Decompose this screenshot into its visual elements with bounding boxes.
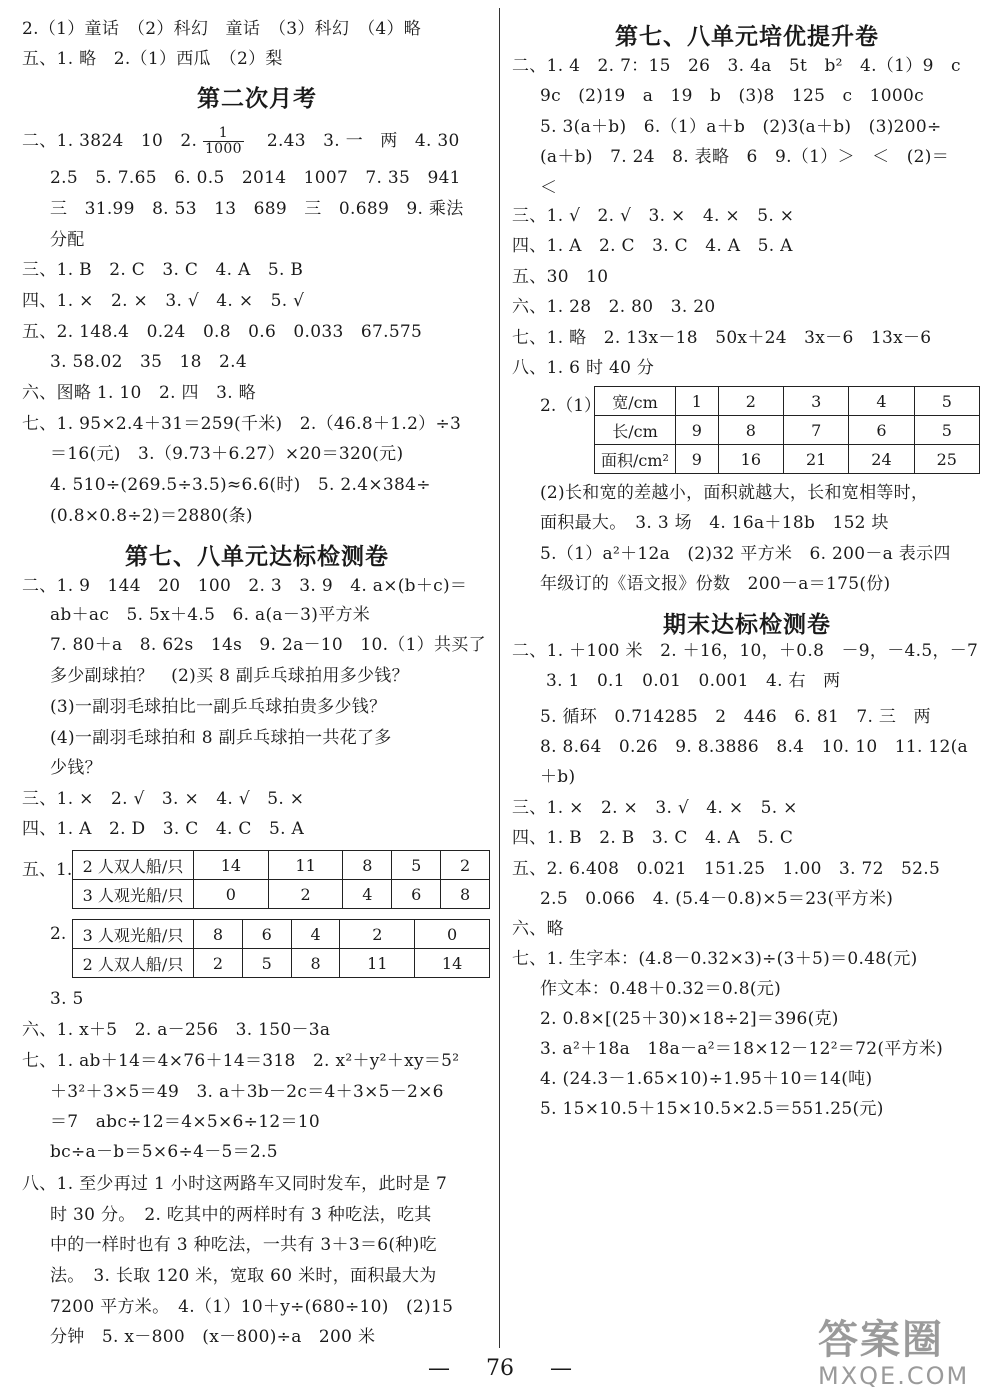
answer-line: bc÷a－b＝5×6÷4－5＝2.5 <box>50 1142 278 1162</box>
answer-line: 多少副球拍？ (2)买 8 副乒乓球拍用多少钱？ <box>50 666 409 686</box>
table-label: 五、1. <box>22 860 73 880</box>
table-label: 2. <box>50 924 67 944</box>
answer-line: 5. 3(a＋b) 6.（1）a＋b (2)3(a＋b) (3)200÷ <box>540 117 942 137</box>
table-row: 2 人双人船/只 14 11 8 5 2 <box>73 851 490 880</box>
answer-line: 3. 58.02 35 18 2.4 <box>50 352 247 372</box>
answer-line: 二、1. 4 2. 7：15 26 3. 4a 5t b² 4.（1）9 c <box>512 56 961 76</box>
answer-line: 二、1. 9 144 20 100 2. 3 3. 9 4. a×(b＋c)＝ <box>22 576 468 596</box>
answer-line: 六、1. x＋5 2. a－256 3. 150－3a <box>22 1020 331 1040</box>
answer-line: 三、1. √ 2. √ 3. × 4. × 5. × <box>512 206 795 226</box>
answer-line: 四、1. A 2. C 3. C 4. A 5. A <box>512 236 793 256</box>
answer-line: ab＋ac 5. 5x＋4.5 6. a(a－3)平方米 <box>50 605 371 625</box>
answer-line: 中的一样时也有 3 种吃法，一共有 3＋3＝6(种)吃 <box>50 1235 437 1255</box>
answer-line: ＋3²＋3×5＝49 3. a＋3b－2c＝4＋3×5－2×6 <box>50 1082 444 1102</box>
answer-line: 四、1. A 2. D 3. C 4. C 5. A <box>22 819 305 839</box>
answer-line: (4)一副羽毛球拍和 8 副乒乓球拍一共花了多 <box>50 728 392 748</box>
answer-line: 7200 平方米。 4.（1）10＋y÷(680÷10) (2)15 <box>50 1297 454 1317</box>
section-title: 期末达标检测卷 <box>663 612 831 638</box>
answer-line: 7. 80＋a 8. 62s 14s 9. 2a－10 10.（1）共买了 <box>50 635 486 655</box>
answer-line: 分钟 5. x－800 (x－800)÷a 200 米 <box>50 1327 376 1347</box>
table-row: 3 人观光船/只 8 6 4 2 0 <box>73 920 490 949</box>
answer-line: 9c (2)19 a 19 b (3)8 125 c 1000c <box>540 86 924 106</box>
answer-line: 3. a²＋18a 18a－a²＝18×12－12²＝72(平方米) <box>540 1039 944 1059</box>
answer-line: 六、图略 1. 10 2. 四 3. 略 <box>22 383 256 403</box>
answer-line: 面积最大。 3. 3 场 4. 16a＋18b 152 块 <box>540 513 889 533</box>
page-number-value: 76 <box>486 1356 514 1381</box>
section-title: 第二次月考 <box>197 86 317 112</box>
answer-line: 七、1. 生字本：(4.8－0.32×3)÷(3＋5)＝0.48(元) <box>512 949 918 969</box>
answer-line: 三、1. × 2. × 3. √ 4. × 5. × <box>512 798 798 818</box>
table-label: 2.（1） <box>540 396 602 416</box>
area-table <box>594 386 980 474</box>
answer-line: 五、1. 略 2.（1）西瓜 （2）梨 <box>22 49 283 69</box>
answer-line: 4. (24.3－1.65×10)÷1.95＋10＝14(吨) <box>540 1069 873 1089</box>
answer-line: 三 31.99 8. 53 13 689 三 0.689 9. 乘法 <box>50 199 464 219</box>
answer-line: 三、1. B 2. C 3. C 4. A 5. B <box>22 260 304 280</box>
answer-line: 二、1. 3824 10 2. $\frac{1}{1000}$ 2.43 3. 一 两 4. 30 <box>22 125 460 157</box>
answer-line: (3)一副羽毛球拍比一副乒乓球拍贵多少钱？ <box>50 697 387 717</box>
answer-line: 八、1. 至少再过 1 小时这两路车又同时发车，此时是 7 <box>22 1174 448 1194</box>
answer-line: 2.5 5. 7.65 6. 0.5 2014 1007 7. 35 941 <box>50 168 461 188</box>
answer-line: 三、1. × 2. √ 3. × 4. √ 5. × <box>22 789 305 809</box>
boat-table-1 <box>72 850 490 909</box>
section-title: 第七、八单元达标检测卷 <box>125 544 389 570</box>
answer-line: 七、1. 略 2. 13x－18 50x＋24 3x－6 13x－6 <box>512 328 932 348</box>
answer-line: 2. 0.8×[(25＋30)×18÷2]＝396(克) <box>540 1009 839 1029</box>
answer-line: 5. 循环 0.7̇14285̇ 2 446 6. 81 7. 三 两 <box>540 707 931 727</box>
answer-line: 3. 1 0.1 0.01 0.001 4. 右 两 <box>546 671 841 691</box>
answer-line: 2.（1）童话 （2）科幻 童话 （3）科幻 （4）略 <box>22 19 422 39</box>
table-row: 3 人观光船/只 0 2 4 6 8 <box>73 880 490 909</box>
answer-line: 2.5 0.066 4. (5.4－0.8)×5＝23(平方米) <box>540 889 894 909</box>
answer-line: ＝16(元) 3.（9.73＋6.27）×20＝320(元) <box>50 444 404 464</box>
answer-line: 五、30 10 <box>512 267 609 287</box>
answer-line: 4. 510÷(269.5÷3.5)≈6.6(时) 5. 2.4×384÷ <box>50 475 431 495</box>
answer-line: 5. 15×10.5＋15×10.5×2.5＝551.25(元) <box>540 1099 884 1119</box>
answer-line: 时 30 分。 2. 吃其中的两样时有 3 种吃法，吃其 <box>50 1205 432 1225</box>
fraction: $\frac{1}{1000}$ <box>204 125 242 157</box>
answer-line: 五、2. 148.4 0.24 0.8 0.6 0.033 67.575 <box>22 322 423 342</box>
answer-line: 少钱？ <box>50 758 102 778</box>
answer-line: 四、1. B 2. B 3. C 4. A 5. C <box>512 828 794 848</box>
table-row: 宽/cm 1 2 3 4 5 <box>595 387 980 416</box>
answer-line: 五、2. 6.408 0.021 151.25 1.00 3. 72 52.5 <box>512 859 941 879</box>
table-row: 2 人双人船/只 2 5 8 11 14 <box>73 949 490 978</box>
answer-line: ＜ <box>540 178 558 198</box>
answer-line: 六、1. 28 2. 80 3. 20 <box>512 297 716 317</box>
answer-line: 四、1. × 2. × 3. √ 4. × 5. √ <box>22 291 305 311</box>
answer-line: 六、略 <box>512 919 564 939</box>
table-row: 长/cm 9 8 7 6 5 <box>595 416 980 445</box>
answer-line: (2)长和宽的差越小，面积就越大，长和宽相等时， <box>540 483 929 503</box>
section-title: 第七、八单元培优提升卷 <box>615 24 879 50</box>
column-divider <box>499 8 500 1348</box>
table-row: 面积/cm² 9 16 21 24 25 <box>595 445 980 474</box>
answer-line: 七、1. ab＋14＝4×76＋14＝318 2. x²＋y²＋xy＝5² <box>22 1051 460 1071</box>
answer-line: ＋b) <box>540 767 576 787</box>
answer-line: 分配 <box>50 230 85 250</box>
page-number: — 76 — <box>428 1356 572 1381</box>
answer-line: 法。 3. 长取 120 米，宽取 60 米时，面积最大为 <box>50 1266 437 1286</box>
answer-line: ＝7 abc÷12＝4×5×6÷12＝10 <box>50 1112 320 1132</box>
answer-line: 5.（1）a²＋12a (2)32 平方米 6. 200－a 表示四 <box>540 544 951 564</box>
answer-line: 八、1. 6 时 40 分 <box>512 358 655 378</box>
answer-line: 3. 5 <box>50 989 84 1009</box>
watermark-logo: 答案圈 MXQE.COM <box>818 1317 970 1390</box>
answer-line: 年级订的《语文报》份数 200－a＝175(份) <box>540 574 891 594</box>
answer-line: 作文本：0.48＋0.32＝0.8(元) <box>540 979 782 999</box>
answer-line: 七、1. 95×2.4＋31＝259(千米) 2.（46.8＋1.2）÷3 <box>22 414 462 434</box>
answer-line: 8. 8.64 0.26 9. 8.3886 8.4 10. 10 11. 12(a <box>540 737 968 757</box>
answer-line: 二、1. ＋100 米 2. ＋16，10，＋0.8 －9，－4.5，－7 <box>512 641 979 661</box>
boat-table-2 <box>72 919 490 978</box>
answer-line: (0.8×0.8÷2)＝2880(条) <box>50 506 253 526</box>
answer-line: (a＋b) 7. 24 8. 表略 6 9.（1）＞ ＜ (2)＝ <box>540 147 949 167</box>
